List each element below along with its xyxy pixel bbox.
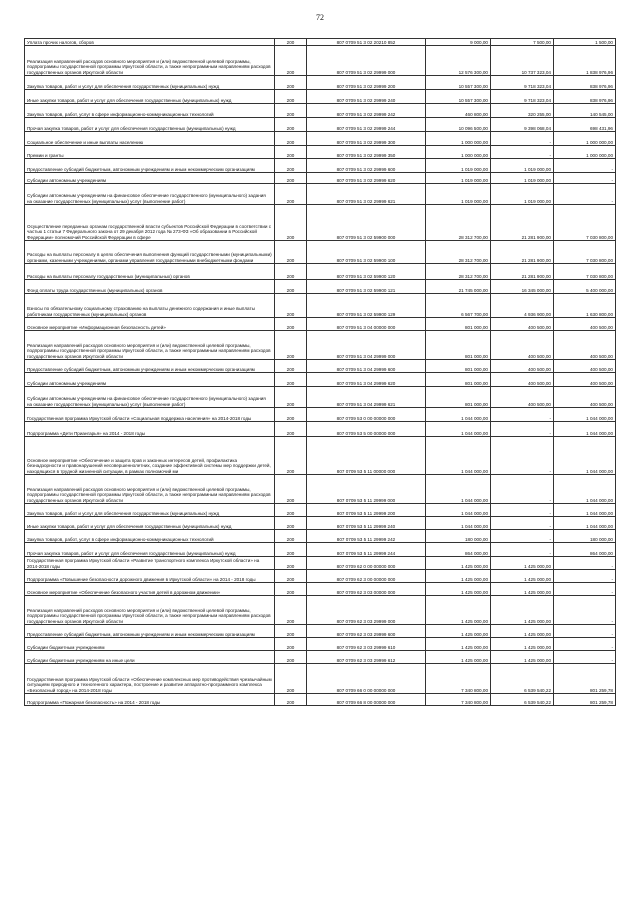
row-executed-amount: 320 255,00: [491, 104, 554, 118]
row-line-code: 200: [275, 543, 307, 557]
table-row: [25, 159, 616, 173]
row-description: Премии и гранты: [25, 146, 275, 159]
row-unexecuted-amount: 400 500,00: [554, 360, 616, 373]
row-classification-code: 807 0709 51 3 04 29999 000: [307, 331, 426, 360]
row-line-code: 200: [275, 205, 307, 241]
row-approved-amount: 1 044 000,00: [426, 504, 491, 517]
row-classification-code: 807 0709 51 3 02 59900 000: [307, 205, 426, 241]
row-line-code: 200: [275, 104, 307, 118]
row-classification-code: 807 0709 51 3 02 29999 621: [307, 184, 426, 205]
row-approved-amount: 28 312 700,00: [426, 264, 491, 280]
row-classification-code: 807 0709 53 5 11 00000 000: [307, 437, 426, 475]
row-approved-amount: 1 044 000,00: [426, 517, 491, 530]
row-executed-amount: 400 500,00: [491, 331, 554, 360]
row-approved-amount: 1 425 000,00: [426, 596, 491, 625]
row-line-code: 200: [275, 517, 307, 530]
row-unexecuted-amount: 7 030 800,00: [554, 205, 616, 241]
row-description: Государственная программа Иркутской области «Развитие транспортного комплекса Иркутской области» на 2014-2018 годы: [25, 557, 275, 570]
row-description: Реализация направлений расходов основного мероприятия и (или) ведомственной целевой программы, подпрограммы государственной программы Иркутской области, а также непрограммным направлениям расходов государственных органов Иркутской области: [25, 475, 275, 504]
table-row: [25, 264, 616, 280]
row-description: Социальное обеспечение и иные выплаты населению: [25, 132, 275, 146]
row-unexecuted-amount: -: [554, 625, 616, 638]
row-line-code: 200: [275, 241, 307, 264]
row-unexecuted-amount: 400 500,00: [554, 318, 616, 331]
row-unexecuted-amount: -: [554, 638, 616, 651]
row-line-code: 200: [275, 408, 307, 422]
row-line-code: 200: [275, 504, 307, 517]
row-executed-amount: 400 500,00: [491, 387, 554, 408]
row-line-code: 200: [275, 638, 307, 651]
row-description: Иные закупки товаров, работ и услуг для обеспечения государственных (муниципальных) нужд: [25, 517, 275, 530]
row-approved-amount: 10 096 500,00: [426, 118, 491, 132]
row-description: Реализация направлений расходов основного мероприятия и (или) ведомственной целевой программы, подпрограммы государственной программы Иркутской области, а также непрограммным направлениям расходов государственных органов Иркутской области: [25, 331, 275, 360]
row-approved-amount: 28 312 700,00: [426, 205, 491, 241]
row-line-code: 200: [275, 76, 307, 90]
row-description: Субсидии бюджетным учреждениям: [25, 638, 275, 651]
row-executed-amount: 1 425 000,00: [491, 638, 554, 651]
row-approved-amount: 28 312 700,00: [426, 241, 491, 264]
row-classification-code: 807 0709 51 3 02 29999 244: [307, 118, 426, 132]
row-classification-code: 807 0709 53 5 11 29999 200: [307, 504, 426, 517]
row-approved-amount: 1 019 000,00: [426, 184, 491, 205]
row-classification-code: 807 0709 62 3 00 00000 000: [307, 570, 426, 583]
row-unexecuted-amount: 1 044 000,00: [554, 504, 616, 517]
row-executed-amount: 9 398 068,04: [491, 118, 554, 132]
row-approved-amount: 1 000 000,00: [426, 132, 491, 146]
row-line-code: 200: [275, 294, 307, 318]
row-executed-amount: -: [491, 132, 554, 146]
row-approved-amount: 1 425 000,00: [426, 625, 491, 638]
table-row: [25, 173, 616, 184]
row-approved-amount: 6 567 700,00: [426, 294, 491, 318]
row-classification-code: 807 0709 53 5 11 29999 242: [307, 530, 426, 543]
table-row: [25, 387, 616, 408]
row-classification-code: 807 0709 51 3 04 00000 000: [307, 318, 426, 331]
row-unexecuted-amount: 400 500,00: [554, 373, 616, 387]
row-classification-code: 807 0709 51 3 02 29999 300: [307, 132, 426, 146]
row-description: Основное мероприятие «Обеспечение и защита прав и законных интересов детей, профилактика безнадзорности и правонарушений несовершеннолетних, создание эффективной системы мер поддержки детей, находящихся в трудной жизненной ситуации, в рамках полномочий ми: [25, 437, 275, 475]
row-classification-code: 807 0709 51 3 02 59900 120: [307, 264, 426, 280]
table-row: [25, 90, 616, 104]
table-row: [25, 557, 616, 570]
budget-table-body: [25, 39, 616, 706]
row-description: Государственная программа Иркутской области «Социальная поддержка населения» на 2014-2018 годы: [25, 408, 275, 422]
row-description: Закупка товаров, работ и услуг для обеспечения государственных (муниципальных) нужд: [25, 504, 275, 517]
row-executed-amount: -: [491, 437, 554, 475]
table-row: [25, 241, 616, 264]
row-approved-amount: 1 019 000,00: [426, 159, 491, 173]
row-classification-code: 807 0709 51 3 02 29999 000: [307, 46, 426, 76]
row-executed-amount: 1 019 000,00: [491, 173, 554, 184]
table-row: [25, 596, 616, 625]
table-row: [25, 331, 616, 360]
row-unexecuted-amount: 400 500,00: [554, 331, 616, 360]
row-unexecuted-amount: 1 044 000,00: [554, 408, 616, 422]
row-executed-amount: 1 425 000,00: [491, 570, 554, 583]
row-approved-amount: 801 000,00: [426, 331, 491, 360]
row-description: Закупка товаров, работ, услуг в сфере информационно-коммуникационных технологий: [25, 104, 275, 118]
table-row: [25, 132, 616, 146]
row-approved-amount: 801 000,00: [426, 360, 491, 373]
row-executed-amount: 21 281 900,00: [491, 205, 554, 241]
row-line-code: 200: [275, 280, 307, 294]
row-classification-code: 807 0709 66 8 00 00000 000: [307, 694, 426, 706]
table-row: [25, 184, 616, 205]
row-line-code: 200: [275, 530, 307, 543]
row-executed-amount: 9 718 323,04: [491, 90, 554, 104]
row-line-code: 200: [275, 39, 307, 46]
row-executed-amount: 1 425 000,00: [491, 583, 554, 596]
row-line-code: 200: [275, 132, 307, 146]
row-line-code: 200: [275, 596, 307, 625]
row-classification-code: 807 0709 51 3 02 29999 242: [307, 104, 426, 118]
row-classification-code: 807 0709 51 3 02 59900 100: [307, 241, 426, 264]
row-approved-amount: 7 340 800,00: [426, 694, 491, 706]
table-row: [25, 46, 616, 76]
row-unexecuted-amount: 1 838 976,96: [554, 46, 616, 76]
row-classification-code: 807 0709 51 3 04 29999 620: [307, 373, 426, 387]
row-classification-code: 807 0709 62 3 03 29999 612: [307, 651, 426, 664]
row-executed-amount: 400 500,00: [491, 360, 554, 373]
row-executed-amount: -: [491, 517, 554, 530]
table-row: [25, 39, 616, 46]
row-line-code: 200: [275, 651, 307, 664]
row-unexecuted-amount: 1 630 800,00: [554, 294, 616, 318]
row-classification-code: 807 0709 53 5 11 29999 240: [307, 517, 426, 530]
row-approved-amount: 1 019 000,00: [426, 173, 491, 184]
row-approved-amount: 1 044 000,00: [426, 422, 491, 437]
row-unexecuted-amount: -: [554, 159, 616, 173]
row-approved-amount: 9 000,00: [426, 39, 491, 46]
row-unexecuted-amount: 1 044 000,00: [554, 517, 616, 530]
row-approved-amount: 21 745 000,00: [426, 280, 491, 294]
row-executed-amount: 16 345 000,00: [491, 280, 554, 294]
table-row: [25, 694, 616, 706]
table-row: [25, 408, 616, 422]
table-row: [25, 76, 616, 90]
table-row: [25, 504, 616, 517]
row-executed-amount: 6 539 540,22: [491, 694, 554, 706]
row-classification-code: 807 0709 51 3 02 29999 350: [307, 146, 426, 159]
row-unexecuted-amount: 1 500,00: [554, 39, 616, 46]
row-line-code: 200: [275, 387, 307, 408]
row-executed-amount: 1 425 000,00: [491, 557, 554, 570]
table-row: [25, 373, 616, 387]
row-line-code: 200: [275, 146, 307, 159]
row-executed-amount: 1 019 000,00: [491, 184, 554, 205]
table-row: [25, 118, 616, 132]
row-description: Прочая закупка товаров, работ и услуг для обеспечения государственных (муниципальных) нужд: [25, 118, 275, 132]
row-executed-amount: -: [491, 422, 554, 437]
row-classification-code: 807 0709 62 3 03 00000 000: [307, 583, 426, 596]
row-unexecuted-amount: -: [554, 184, 616, 205]
row-classification-code: 807 0709 62 3 03 29999 600: [307, 625, 426, 638]
row-unexecuted-amount: -: [554, 651, 616, 664]
row-description: Основное мероприятие «Информационная безопасность детей»: [25, 318, 275, 331]
row-line-code: 200: [275, 475, 307, 504]
row-unexecuted-amount: -: [554, 173, 616, 184]
row-unexecuted-amount: 400 500,00: [554, 387, 616, 408]
row-description: Субсидии автономным учреждениям: [25, 173, 275, 184]
budget-table: [24, 38, 616, 706]
row-description: Закупка товаров, работ и услуг для обеспечения государственных (муниципальных) нужд: [25, 76, 275, 90]
row-approved-amount: 10 557 300,00: [426, 76, 491, 90]
row-line-code: 200: [275, 159, 307, 173]
row-description: Подпрограмма «Пожарная безопасность» на 2014 - 2018 годы: [25, 694, 275, 706]
table-row: [25, 294, 616, 318]
row-classification-code: 807 0709 53 0 00 00000 000: [307, 408, 426, 422]
row-line-code: 200: [275, 331, 307, 360]
row-unexecuted-amount: 838 976,96: [554, 90, 616, 104]
row-approved-amount: 12 576 300,00: [426, 46, 491, 76]
row-approved-amount: 1 425 000,00: [426, 570, 491, 583]
row-description: Предоставление субсидий бюджетным, автономным учреждениям и иным некоммерческим организациям: [25, 159, 275, 173]
row-description: Субсидии автономным учреждениям на финансовое обеспечение государственного (муниципального) задания на оказание государственных (муниципальных) услуг (выполнение работ): [25, 387, 275, 408]
row-unexecuted-amount: 864 000,00: [554, 543, 616, 557]
row-approved-amount: 10 557 300,00: [426, 90, 491, 104]
row-description: Субсидии автономным учреждениям: [25, 373, 275, 387]
row-approved-amount: 7 340 800,00: [426, 664, 491, 694]
row-unexecuted-amount: 7 030 800,00: [554, 264, 616, 280]
row-executed-amount: -: [491, 146, 554, 159]
row-classification-code: 807 0709 62 3 03 29999 000: [307, 596, 426, 625]
table-row: [25, 570, 616, 583]
row-description: Подпрограмма «Повышение безопасности дорожного движения в Иркутской области» на 2014 - 2018 годы: [25, 570, 275, 583]
row-approved-amount: 1 044 000,00: [426, 437, 491, 475]
row-unexecuted-amount: 838 976,96: [554, 76, 616, 90]
row-unexecuted-amount: 140 545,00: [554, 104, 616, 118]
row-line-code: 200: [275, 90, 307, 104]
row-executed-amount: -: [491, 475, 554, 504]
row-classification-code: 807 0709 51 3 02 29999 240: [307, 90, 426, 104]
row-description: Закупка товаров, работ, услуг в сфере информационно-коммуникационных технологий: [25, 530, 275, 543]
row-unexecuted-amount: 180 000,00: [554, 530, 616, 543]
row-line-code: 200: [275, 437, 307, 475]
table-row: [25, 475, 616, 504]
row-classification-code: 807 0709 51 3 02 29999 620: [307, 173, 426, 184]
row-unexecuted-amount: 698 431,96: [554, 118, 616, 132]
row-approved-amount: 801 000,00: [426, 387, 491, 408]
table-row: [25, 625, 616, 638]
row-classification-code: 807 0709 53 5 11 29999 000: [307, 475, 426, 504]
row-classification-code: 807 0709 51 3 02 29999 200: [307, 76, 426, 90]
table-row: [25, 422, 616, 437]
row-line-code: 200: [275, 118, 307, 132]
page-number: 72: [316, 13, 324, 22]
row-classification-code: 807 0709 51 3 02 20210 852: [307, 39, 426, 46]
row-description: Расходы на выплаты персоналу государственных (муниципальных) органов: [25, 264, 275, 280]
row-unexecuted-amount: 801 259,78: [554, 694, 616, 706]
row-executed-amount: 10 737 323,04: [491, 46, 554, 76]
row-approved-amount: 1 044 000,00: [426, 408, 491, 422]
row-classification-code: 807 0709 62 3 03 29999 610: [307, 638, 426, 651]
row-approved-amount: 1 425 000,00: [426, 651, 491, 664]
row-approved-amount: 1 000 000,00: [426, 146, 491, 159]
row-line-code: 200: [275, 694, 307, 706]
row-description: Субсидии автономным учреждениям на финансовое обеспечение государственного (муниципального) задания на оказание государственных (муниципальных) услуг (выполнение работ): [25, 184, 275, 205]
table-row: [25, 664, 616, 694]
table-row: [25, 583, 616, 596]
row-approved-amount: 1 425 000,00: [426, 583, 491, 596]
row-executed-amount: 1 425 000,00: [491, 625, 554, 638]
row-line-code: 200: [275, 360, 307, 373]
row-description: Реализация направлений расходов основного мероприятия и (или) ведомственной целевой программы, подпрограммы государственной программы Иркутской области, а также непрограммным направлениям расходов государственных органов Иркутской области: [25, 46, 275, 76]
row-executed-amount: 1 019 000,00: [491, 159, 554, 173]
row-executed-amount: -: [491, 543, 554, 557]
row-unexecuted-amount: 1 000 000,00: [554, 132, 616, 146]
row-approved-amount: 801 000,00: [426, 318, 491, 331]
row-line-code: 200: [275, 318, 307, 331]
row-executed-amount: 400 500,00: [491, 318, 554, 331]
row-executed-amount: -: [491, 530, 554, 543]
row-line-code: 200: [275, 557, 307, 570]
row-classification-code: 807 0709 53 5 11 29999 244: [307, 543, 426, 557]
table-row: [25, 530, 616, 543]
row-unexecuted-amount: 5 400 000,00: [554, 280, 616, 294]
row-executed-amount: 7 500,00: [491, 39, 554, 46]
row-unexecuted-amount: -: [554, 570, 616, 583]
row-line-code: 200: [275, 264, 307, 280]
row-classification-code: 807 0709 51 3 04 29999 600: [307, 360, 426, 373]
table-row: [25, 543, 616, 557]
row-executed-amount: 1 425 000,00: [491, 596, 554, 625]
row-description: Предоставление субсидий бюджетным, автономным учреждениям и иным некоммерческим организациям: [25, 625, 275, 638]
table-row: [25, 146, 616, 159]
row-line-code: 200: [275, 583, 307, 596]
row-unexecuted-amount: 1 044 000,00: [554, 475, 616, 504]
row-approved-amount: 180 000,00: [426, 530, 491, 543]
table-row: [25, 318, 616, 331]
row-unexecuted-amount: 1 000 000,00: [554, 146, 616, 159]
table-row: [25, 651, 616, 664]
table-row: [25, 205, 616, 241]
table-row: [25, 360, 616, 373]
row-line-code: 200: [275, 373, 307, 387]
row-unexecuted-amount: -: [554, 557, 616, 570]
row-description: Реализация направлений расходов основного мероприятия и (или) ведомственной целевой программы, подпрограммы государственной программы Иркутской области, а также непрограммным направлениям расходов государственных органов Иркутской области: [25, 596, 275, 625]
row-executed-amount: 21 281 900,00: [491, 241, 554, 264]
row-approved-amount: 801 000,00: [426, 373, 491, 387]
row-description: Уплата прочих налогов, сборов: [25, 39, 275, 46]
row-classification-code: 807 0709 53 5 00 00000 000: [307, 422, 426, 437]
row-classification-code: 807 0709 51 3 02 59900 129: [307, 294, 426, 318]
row-description: Государственная программа Иркутской области «Обеспечение комплексных мер противодействия чрезвычайным ситуациям природного и техногенного характера, построение и развитие аппаратно-программного комплекса «Безопасный город» на 2014-2018 годы: [25, 664, 275, 694]
row-description: Осуществление переданных органам государственной власти субъектов Российской Федерации в соответствии с частью 1 статьи 7 Федерального закона от 29 декабря 2012 года № 273-ФЗ «Об образовании в Российской Федерации» полномочий Российской Федерации в сфере: [25, 205, 275, 241]
row-description: Основное мероприятие «Обеспечение безопасного участия детей в дорожном движении»: [25, 583, 275, 596]
row-description: Иные закупки товаров, работ и услуг для обеспечения государственных (муниципальных) нужд: [25, 90, 275, 104]
row-executed-amount: 4 936 900,00: [491, 294, 554, 318]
row-line-code: 200: [275, 422, 307, 437]
row-description: Предоставление субсидий бюджетным, автономным учреждениям и иным некоммерческим организациям: [25, 360, 275, 373]
row-executed-amount: -: [491, 504, 554, 517]
row-classification-code: 807 0709 51 3 04 29999 621: [307, 387, 426, 408]
table-row: [25, 437, 616, 475]
row-classification-code: 807 0709 51 3 02 29999 600: [307, 159, 426, 173]
row-description: Подпрограмма «Дети Приангарья» на 2014 - 2018 годы: [25, 422, 275, 437]
row-description: Фонд оплаты труда государственных (муниципальных) органов: [25, 280, 275, 294]
table-row: [25, 517, 616, 530]
row-line-code: 200: [275, 46, 307, 76]
row-description: Расходы на выплаты персоналу в целях обеспечения выполнения функций государственными (муниципальными) органами, казенными учреждениями, органами управления государственными внебюджетными фондами: [25, 241, 275, 264]
row-description: Прочая закупка товаров, работ и услуг для обеспечения государственных (муниципальных) нужд: [25, 543, 275, 557]
row-approved-amount: 460 800,00: [426, 104, 491, 118]
row-line-code: 200: [275, 570, 307, 583]
row-line-code: 200: [275, 664, 307, 694]
row-executed-amount: 400 500,00: [491, 373, 554, 387]
row-line-code: 200: [275, 184, 307, 205]
row-classification-code: 807 0709 62 0 00 00000 000: [307, 557, 426, 570]
row-approved-amount: 1 425 000,00: [426, 557, 491, 570]
row-executed-amount: 9 718 323,04: [491, 76, 554, 90]
row-classification-code: 807 0709 51 3 02 59900 121: [307, 280, 426, 294]
table-row: [25, 638, 616, 651]
row-approved-amount: 864 000,00: [426, 543, 491, 557]
row-description: Взносы по обязательному социальному страхованию на выплаты денежного содержания и иные выплаты работникам государственных (муниципальных) органов: [25, 294, 275, 318]
table-row: [25, 280, 616, 294]
row-unexecuted-amount: -: [554, 583, 616, 596]
row-executed-amount: 6 539 540,22: [491, 664, 554, 694]
table-row: [25, 104, 616, 118]
row-unexecuted-amount: 1 044 000,00: [554, 437, 616, 475]
row-approved-amount: 1 425 000,00: [426, 638, 491, 651]
row-executed-amount: -: [491, 408, 554, 422]
row-unexecuted-amount: 1 044 000,00: [554, 422, 616, 437]
row-unexecuted-amount: -: [554, 596, 616, 625]
row-unexecuted-amount: 801 259,78: [554, 664, 616, 694]
row-line-code: 200: [275, 173, 307, 184]
row-unexecuted-amount: 7 030 800,00: [554, 241, 616, 264]
row-description: Субсидии бюджетным учреждениям на иные цели: [25, 651, 275, 664]
row-line-code: 200: [275, 625, 307, 638]
row-classification-code: 807 0709 66 0 00 00000 000: [307, 664, 426, 694]
row-executed-amount: 1 425 000,00: [491, 651, 554, 664]
row-approved-amount: 1 044 000,00: [426, 475, 491, 504]
row-executed-amount: 21 281 900,00: [491, 264, 554, 280]
